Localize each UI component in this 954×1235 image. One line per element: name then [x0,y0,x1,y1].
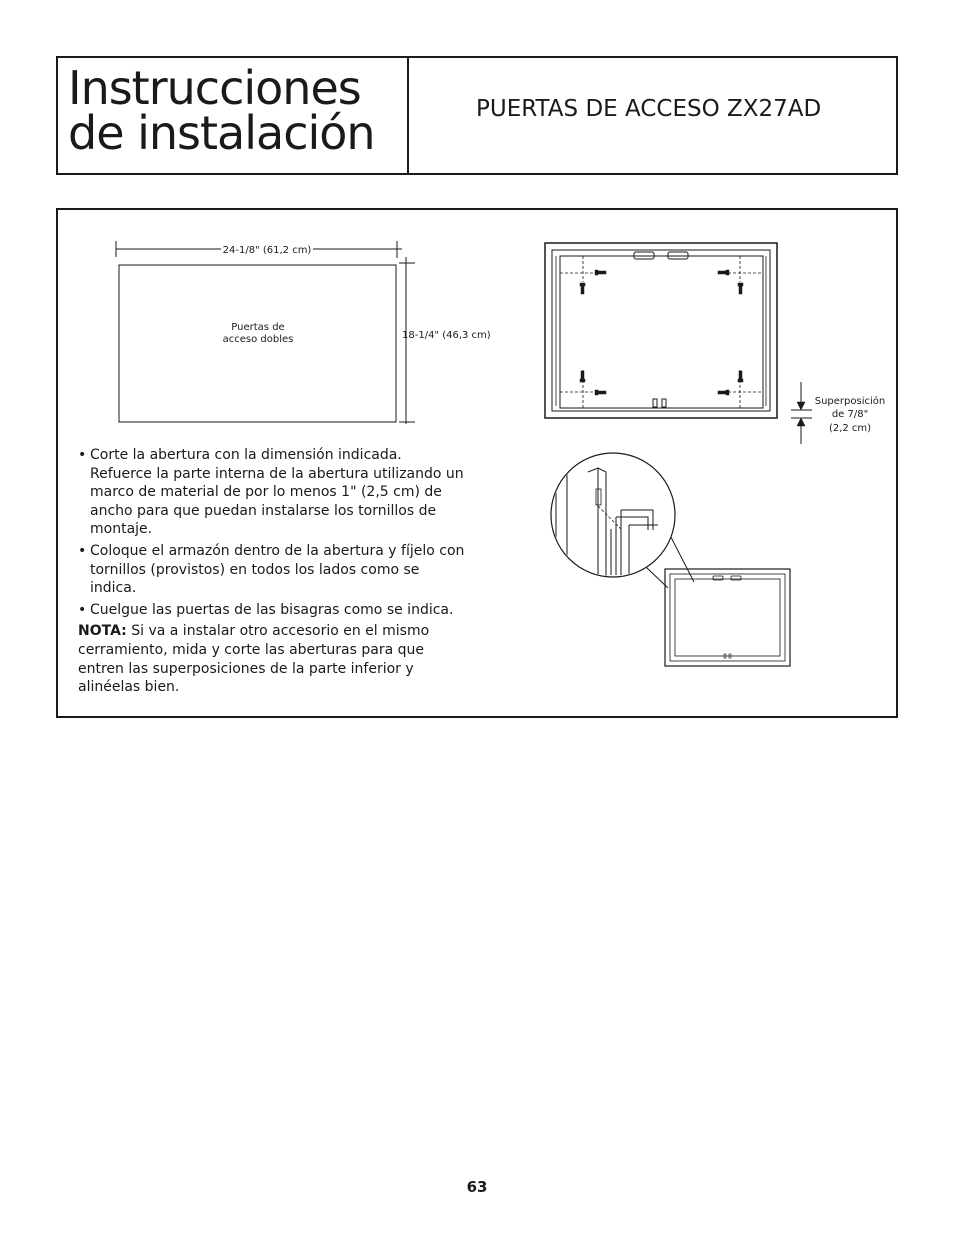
small-hinge-tab [731,576,741,580]
page-title-line2: de instalación [68,106,375,160]
screw-icon [718,390,729,395]
overlap-arrow-up-icon [797,418,805,426]
height-dimension-label: 18-1/4" (46,3 cm) [402,330,491,341]
width-dimension-label: 24-1/8" (61,2 cm) [222,245,312,256]
magnifier-circle [551,453,675,577]
overlap-label-line1: Superposición [814,396,886,407]
instruction-bullet-cut-opening: • Corte la abertura con la dimensión indicada. Refuerce la parte interna de la abertura utilizando un marco de material de por lo menos 1" (2,5 cm) de ancho para que puedan instalarse los tornillos de montaje. [78,446,468,539]
section-title: PUERTAS DE ACCESO ZX27AD [476,96,822,122]
note-paragraph [78,622,468,696]
small-frame-inner [670,574,785,661]
screw-icon [580,283,585,294]
overlap-arrow-down-icon [797,402,805,410]
page-number: 63 [466,1178,488,1196]
latch-tab [662,399,666,407]
screw-icon [738,371,743,382]
frame-inner [552,250,770,411]
screw-icon [595,390,606,395]
page-title [68,61,375,160]
opening-label-line2: acceso dobles [222,334,294,345]
small-frame-outer [665,569,790,666]
frame-opening [560,256,763,408]
overlap-label-line2: de 7/8" [831,409,869,420]
header-box [56,56,898,175]
frame-outer [545,243,777,418]
page-title-line1: Instrucciones [68,61,361,115]
opening-label-line1: Puertas de [231,322,285,333]
frame-front-view [545,243,777,418]
hinge-detail-drawing [551,450,790,666]
mounting-screws [580,270,743,395]
instructions-text [78,446,468,697]
instruction-bullet-mount-frame: • Coloque el armazón dentro de la abertura y fíjelo con tornillos (provistos) en todos los lados como se indica. [78,542,468,598]
overlap-dimension [791,382,812,444]
overlap-label-line3: (2,2 cm) [828,423,872,434]
screw-icon [595,270,606,275]
note-text: Si va a instalar otro accesorio en el mismo cerramiento, mida y corte las aberturas para que entren las superposiciones de la parte inferior y alinéelas bien. [78,623,430,696]
content-box [56,208,898,718]
note-label: NOTA: [78,623,127,640]
screw-icon [738,283,743,294]
instruction-bullet-hang-doors: • Cuelgue las puertas de las bisagras como se indica. [78,601,468,620]
small-frame-opening [675,579,780,656]
screw-icon [718,270,729,275]
latch-tab [653,399,657,407]
screw-icon [580,371,585,382]
header-title-cell [58,58,409,173]
small-hinge-tab [713,576,723,580]
